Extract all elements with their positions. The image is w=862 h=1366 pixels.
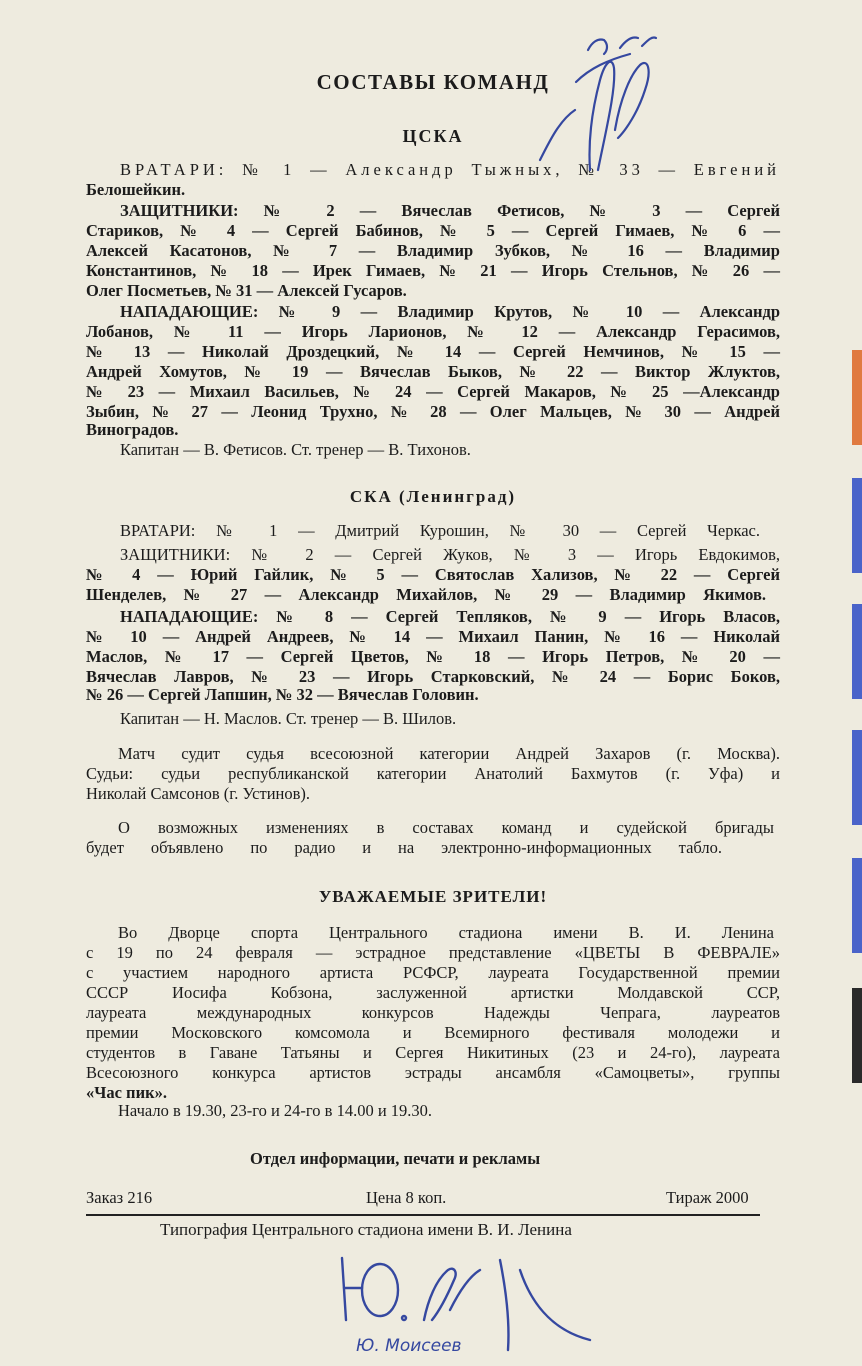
announcement-line: с участием народного артиста РСФСР, лауреата Государственной премии [86,963,780,982]
team2-line: Вячеслав Лавров, № 23 — Игорь Старковский, № 24 — Борис Боков, [86,667,780,686]
announcement-line: Во Дворце спорта Центрального стадиона имени В. И. Ленина [118,923,774,942]
footer-order: Заказ 216 [86,1188,153,1207]
team2-captain-coach: Капитан — Н. Маслов. Ст. тренер — В. Шилов. [120,709,457,728]
team2-line: ЗАЩИТНИКИ: № 2 — Сергей Жуков, № 3 — Игорь Евдокимов, [120,545,780,564]
announcement-line: премии Московского комсомола и Всемирного фестиваля молодежи и [86,1023,780,1042]
team2-line: Маслов, № 17 — Сергей Цветов, № 18 — Игорь Петров, № 20 — [86,647,780,666]
team1-line: № 23 — Михаил Васильев, № 24 — Сергей Макаров, № 25 —Александр [86,382,780,401]
announcement-start-time: Начало в 19.30, 23-го и 24-го в 14.00 и 19.30. [118,1101,433,1120]
announcement-heading: УВАЖАЕМЫЕ ЗРИТЕЛИ! [318,887,548,906]
team1-line: Андрей Хомутов, № 19 — Вячеслав Быков, № 22 — Виктор Жлуктов, [86,362,780,381]
handwritten-signature-name: Ю. Моисеев [356,1336,462,1356]
team1-line: Олег Посметьев, № 31 — Алексей Гусаров. [86,281,407,300]
team2-line: № 4 — Юрий Гайлик, № 5 — Святослав Хализов, № 22 — Сергей [86,565,780,584]
announcement-line: СССР Иосифа Кобзона, заслуженной артистки Молдавской ССР, [86,983,780,1002]
announcement-line: «Час пик». [86,1083,167,1102]
team2-line: № 10 — Андрей Андреев, № 14 — Михаил Панин, № 16 — Николай [86,627,780,646]
referee-line: Николай Самсонов (г. Устинов). [86,784,311,803]
edge-stripe [852,988,862,1083]
team1-goalkeepers [120,160,780,180]
team1-line: Виноградов. [86,420,179,439]
team1-goalkeepers-text: ВРАТАРИ: № 1 — Александр Тыжных, № 33 — Евгений [120,160,780,179]
team1-line: Алексей Касатонов, № 7 — Владимир Зубков, № 16 — Владимир [86,241,780,260]
edge-stripe [852,478,862,573]
team1-line: Лобанов, № 11 — Игорь Ларионов, № 12 — Александр Герасимов, [86,322,780,341]
footer-printer: Типография Центрального стадиона имени В. И. Ленина [160,1220,572,1239]
footer-print-run: Тираж 2000 [666,1188,749,1207]
changes-line: будет объявлено по радио и на электронно-информационных табло. [86,838,722,857]
edge-stripe [852,350,862,445]
team1-line: НАПАДАЮЩИЕ: № 9 — Владимир Крутов, № 10 — Александр [120,302,780,321]
team1-name: ЦСКА [402,126,464,146]
team1-line: Константинов, № 18 — Ирек Гимаев, № 21 — Игорь Стельнов, № 26 — [86,261,780,280]
referee-line: Судьи: судьи республиканской категории Анатолий Бахмутов (г. Уфа) и [86,764,780,783]
team1-line: Зыбин, № 27 — Леонид Трухно, № 28 — Олег Мальцев, № 30 — Андрей [86,402,780,421]
team1-line: Стариков, № 4 — Сергей Бабинов, № 5 — Сергей Гимаев, № 6 — [86,221,780,240]
department: Отдел информации, печати и рекламы [250,1149,541,1168]
edge-stripe [852,604,862,699]
edge-stripe [852,730,862,825]
changes-line: О возможных изменениях в составах команд и судейской бригады [118,818,774,837]
team2-line: № 26 — Сергей Лапшин, № 32 — Вячеслав Головин. [86,685,479,704]
footer-divider [86,1214,760,1216]
team1-line: № 13 — Николай Дроздецкий, № 14 — Сергей Немчинов, № 15 — [86,342,780,361]
team2-line: Шенделев, № 27 — Александр Михайлов, № 29 — Владимир Якимов. [86,585,766,604]
announcement-line: лауреата международных конкурсов Надежды Чепрага, лауреатов [86,1003,780,1022]
announcement-line: Всесоюзного конкурса артистов эстрады ансамбля «Самоцветы», группы [86,1063,780,1082]
team1-line: ЗАЩИТНИКИ: № 2 — Вячеслав Фетисов, № 3 — Сергей [120,201,780,220]
announcement-line: с 19 по 24 февраля — эстрадное представление «ЦВЕТЫ В ФЕВРАЛЕ» [86,943,780,962]
announcement-line: студентов в Гаване Татьяны и Сергея Никитиных (23 и 24-го), лауреата [86,1043,780,1062]
footer-price: Цена 8 коп. [366,1188,447,1207]
team2-line: НАПАДАЮЩИЕ: № 8 — Сергей Тепляков, № 9 — Игорь Власов, [120,607,780,626]
edge-stripe [852,858,862,953]
top-signature-scribble [480,20,680,220]
team2-line: ВРАТАРИ: № 1 — Дмитрий Курошин, № 30 — Сергей Черкас. [120,521,760,540]
team1-captain-coach: Капитан — В. Фетисов. Ст. тренер — В. Тихонов. [120,440,471,459]
referee-line: Матч судит судья всесоюзной категории Андрей Захаров (г. Москва). [118,744,780,763]
team2-name: СКА (Ленинград) [349,487,517,506]
team1-line: Белошейкин. [86,180,186,199]
page-title: СОСТАВЫ КОМАНД [316,70,550,94]
